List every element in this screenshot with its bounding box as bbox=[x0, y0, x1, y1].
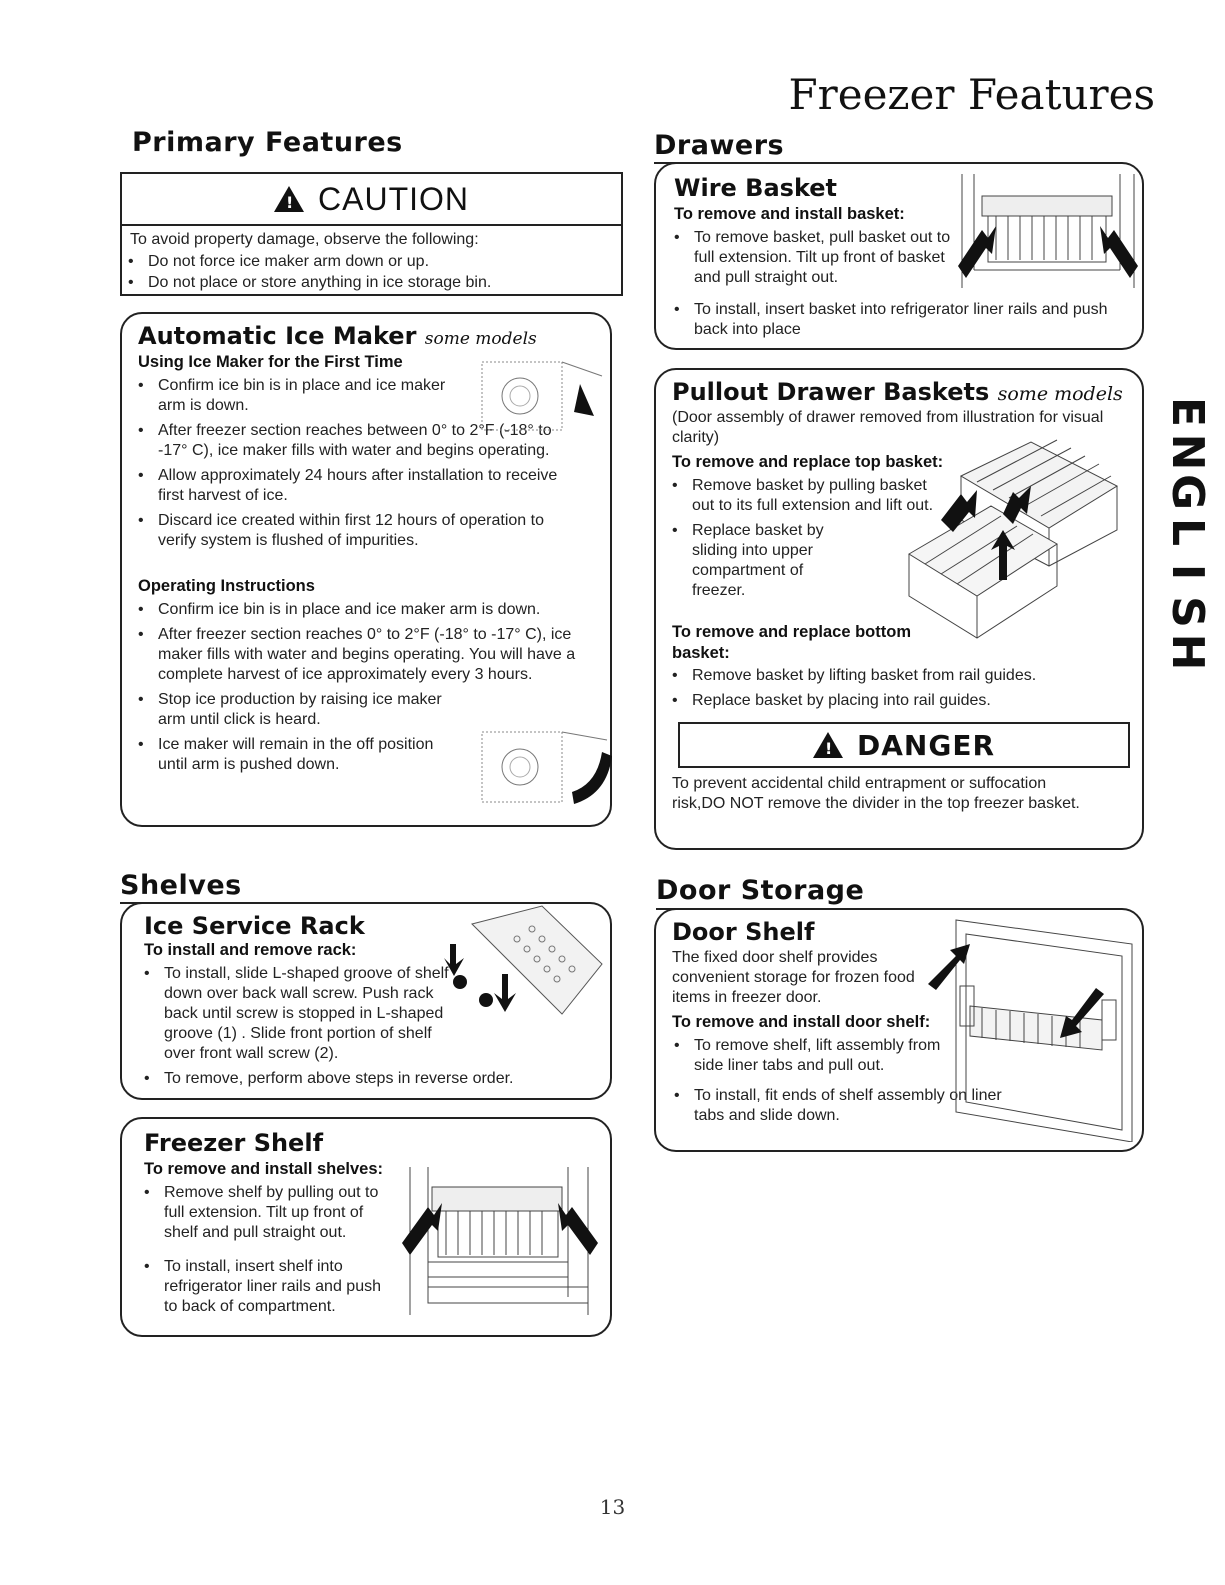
list-item: • To install, insert basket into refrigerator liner rails and push back into place bbox=[666, 300, 1136, 340]
list-item: • To remove shelf, lift assembly from side liner tabs and pull out. bbox=[666, 1036, 944, 1076]
door-storage-heading: Door Storage bbox=[656, 875, 865, 906]
page-number: 13 bbox=[599, 1495, 626, 1519]
ice-rack-title: Ice Service Rack bbox=[144, 912, 365, 940]
pullout-title: Pullout Drawer Baskets some models bbox=[672, 378, 1123, 406]
ice-maker-subhead-operating: Operating Instructions bbox=[138, 577, 315, 595]
ice-rack-illustration bbox=[442, 904, 612, 1024]
page-title: Freezer Features bbox=[788, 70, 1155, 119]
drawers-heading: Drawers bbox=[654, 130, 785, 161]
list-item: • To remove, perform above steps in reverse order. bbox=[136, 1069, 596, 1089]
list-item: • Stop ice production by raising ice maker arm until click is heard. bbox=[130, 690, 448, 730]
list-item: • Ice maker will remain in the off position until arm is pushed down. bbox=[130, 735, 448, 775]
warning-icon: ! bbox=[274, 186, 304, 212]
freezer-shelf-list bbox=[136, 1183, 396, 1322]
language-tab: E N G L I S H bbox=[1162, 396, 1213, 671]
freezer-shelf-title: Freezer Shelf bbox=[144, 1129, 324, 1157]
wire-basket-illustration bbox=[956, 170, 1140, 290]
list-item: • After freezer section reaches 0° to 2°F (-18° to -17° C), ice maker fills with water and begins operating. You will have a complete harvest of ice approximately every 3 hours. bbox=[130, 625, 585, 685]
danger-box bbox=[678, 722, 1130, 768]
pullout-subhead-bottom: To remove and replace bottom basket: bbox=[672, 623, 911, 662]
pullout-baskets-illustration bbox=[881, 436, 1121, 646]
list-item: • Remove basket by lifting basket from rail guides. bbox=[664, 666, 1134, 686]
pullout-bottom-list bbox=[664, 666, 1134, 716]
freezer-shelf-box bbox=[120, 1117, 612, 1337]
pullout-drawer-box bbox=[654, 368, 1144, 850]
wire-basket-title: Wire Basket bbox=[674, 174, 838, 202]
list-item: • To install, insert shelf into refrigerator liner rails and push to back of compartment. bbox=[136, 1257, 396, 1317]
door-shelf-intro: The fixed door shelf provides convenient storage for frozen food items in freezer door. bbox=[672, 949, 915, 1006]
list-item: • Replace basket by placing into rail guides. bbox=[664, 691, 1134, 711]
models-note: some models bbox=[424, 329, 537, 349]
caution-intro: To avoid property damage, observe the following: bbox=[130, 231, 479, 248]
ice-maker-subhead-first-time: Using Ice Maker for the First Time bbox=[138, 353, 403, 371]
door-shelf-subhead: To remove and install door shelf: bbox=[672, 1013, 931, 1031]
caution-box bbox=[120, 172, 623, 296]
list-item: • After freezer section reaches between 0° to 2°F (-18° to -17° C), ice maker fills with water and begins operating. bbox=[130, 421, 580, 461]
list-item: • Discard ice created within first 12 hours of operation to verify system is flushed of impurities. bbox=[130, 511, 580, 551]
ice-service-rack-box bbox=[120, 902, 612, 1100]
door-shelf-illustration bbox=[926, 916, 1140, 1142]
list-item: • Allow approximately 24 hours after installation to receive first harvest of ice. bbox=[130, 466, 580, 506]
wire-basket-subhead: To remove and install basket: bbox=[674, 205, 905, 223]
pullout-note: (Door assembly of drawer removed from illustration for visual clarity) bbox=[672, 409, 1104, 446]
list-item: • Remove basket by pulling basket out to its full extension and lift out. bbox=[664, 476, 944, 516]
list-item: • Replace basket by sliding into upper compartment of freezer. bbox=[664, 521, 852, 601]
shelves-heading: Shelves bbox=[120, 870, 242, 901]
ice-maker-arm-down-illustration bbox=[462, 354, 612, 434]
door-shelf-box bbox=[654, 908, 1144, 1152]
list-item: • Confirm ice bin is in place and ice maker arm is down. bbox=[130, 600, 585, 620]
danger-text: To prevent accidental child entrapment or suffocation risk,DO NOT remove the divider in the top freezer basket. bbox=[672, 775, 1080, 812]
ice-maker-box bbox=[120, 312, 612, 827]
ice-maker-arm-up-illustration bbox=[462, 722, 612, 812]
list-item: • Remove shelf by pulling out to full extension. Tilt up front of shelf and pull straight out. bbox=[136, 1183, 396, 1243]
primary-features-heading: Primary Features bbox=[132, 127, 403, 158]
wire-basket-box bbox=[654, 162, 1144, 350]
freezer-shelf-subhead: To remove and install shelves: bbox=[144, 1160, 384, 1178]
list-item: • To remove basket, pull basket out to full extension. Tilt up front of basket and pull straight out. bbox=[666, 228, 959, 288]
caution-heading: CAUTION bbox=[318, 180, 469, 217]
list-item: • To install, fit ends of shelf assembly on liner tabs and slide down. bbox=[666, 1086, 1026, 1126]
ice-rack-subhead: To install and remove rack: bbox=[144, 941, 357, 959]
list-item: • Do not force ice maker arm down or up. bbox=[120, 252, 615, 272]
door-shelf-title: Door Shelf bbox=[672, 918, 815, 946]
warning-icon: ! bbox=[813, 732, 843, 758]
list-item: • To install, slide L-shaped groove of shelf down over back wall screw. Push rack back until screw is stopped in L-shaped groove (1) . Slide front portion of shelf over front wall screw (2). bbox=[136, 964, 464, 1064]
caution-list bbox=[120, 252, 615, 298]
danger-heading: DANGER bbox=[856, 728, 995, 762]
list-item: • Confirm ice bin is in place and ice maker arm is down. bbox=[130, 376, 448, 416]
list-item: • Do not place or store anything in ice storage bin. bbox=[120, 273, 615, 293]
freezer-shelf-illustration bbox=[398, 1147, 602, 1317]
ice-maker-title: Automatic Ice Maker some models bbox=[138, 322, 537, 350]
models-note: some models bbox=[997, 383, 1123, 405]
pullout-subhead-top: To remove and replace top basket: bbox=[672, 453, 944, 471]
